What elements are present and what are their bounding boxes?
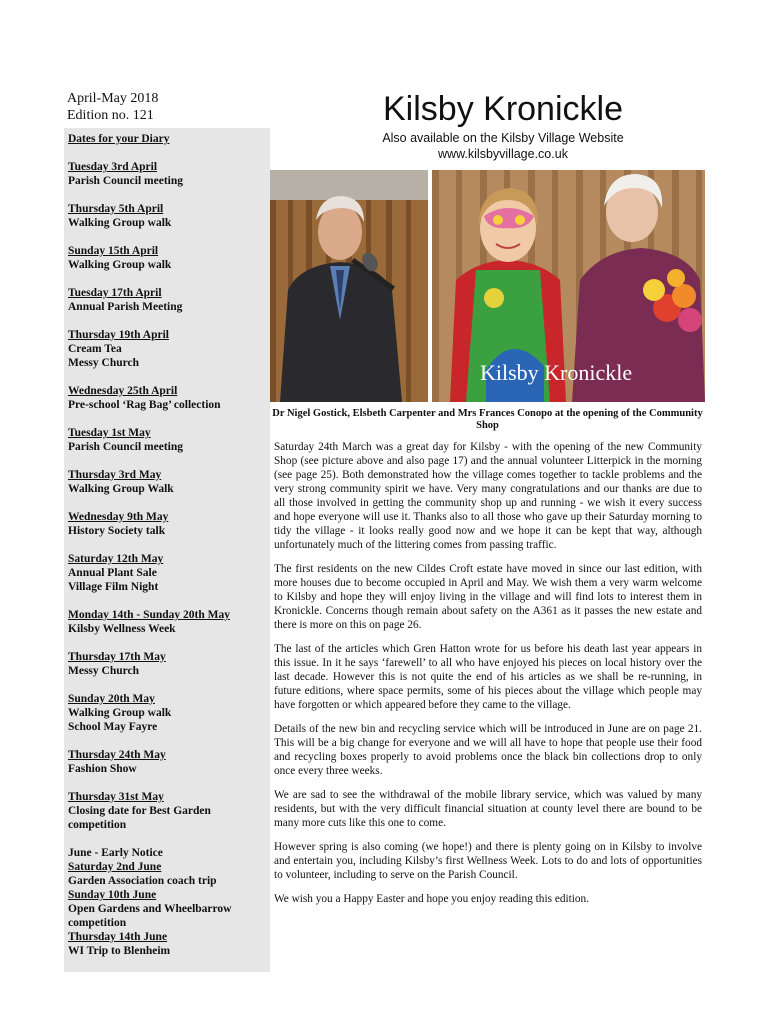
diary-date: Sunday 10th June (68, 889, 157, 901)
diary-event: Messy Church (68, 357, 140, 369)
diary-event: Kilsby Wellness Week (68, 623, 176, 635)
diary-date: Thursday 3rd May (68, 469, 162, 481)
diary-date: Monday 14th - Sunday 20th May (68, 609, 230, 621)
diary-date: Tuesday 3rd April (68, 161, 158, 173)
diary-date: Tuesday 1st May (68, 427, 151, 439)
editorial-article (274, 440, 702, 916)
diary-entry (68, 384, 266, 412)
article-paragraph: Saturday 24th March was a great day for Kilsby - with the opening of the new Community Shop (see picture above and also page 17) and the annual volunteer Litterpick in the morning (see page 25). Both demonstrated how the village comes together to tackle problems and the very strong community spirit we have. Very many congratulations and our thanks are due to all those involved in getting the community shop up and running - we wish it every success and hope everyone will use it. Thanks also to all those who gave up their Saturday morning to tidy the village - it looks really good now and we hope it can be kept that way, although unfortunately much of the littering comes from passing traffic. (274, 441, 702, 551)
diary-sidebar (64, 128, 270, 972)
diary-event: Walking Group Walk (68, 483, 174, 495)
newsletter-title: Kilsby Kronickle (383, 90, 623, 128)
availability-note: Also available on the Kilsby Village Website (382, 131, 624, 145)
diary-entry (68, 650, 266, 678)
edition-number: Edition no. 121 (67, 108, 154, 123)
diary-event: Walking Group walk (68, 707, 172, 719)
diary-event: Closing date for Best Garden competition (68, 805, 211, 831)
article-paragraph: However spring is also coming (we hope!) and there is plenty going on in Kilsby to involve and entertain you, including Kilsby’s first Wellness Week. Lots to do and lots of opportunities to volunteer, including to serve on the Parish Council. (274, 841, 702, 881)
diary-date: Thursday 14th June (68, 931, 168, 943)
photo-caption: Dr Nigel Gostick, Elsbeth Carpenter and Mrs Frances Conopo at the opening of the Community Shop (272, 408, 703, 431)
diary-entry (68, 286, 266, 314)
diary-title: Dates for your Diary (68, 133, 170, 145)
diary-event: Messy Church (68, 665, 140, 677)
diary-event: Open Gardens and Wheelbarrow competition (68, 903, 232, 929)
diary-entry (68, 202, 266, 230)
diary-event: Garden Association coach trip (68, 875, 217, 887)
diary-event: Cream Tea (68, 343, 122, 355)
diary-event: Village Film Night (68, 581, 159, 593)
article-paragraph: The first residents on the new Cildes Croft estate have moved in since our last edition, with more houses due to become occupied in April and May. We wish them a very warm welcome to Kilsby and hope they will enjoy living in the village and will find lots to interest them in Kronickle. Concerns though remain about safety on the A361 as it passes the new estate and there is more on this on page 26. (274, 563, 702, 631)
diary-date: Saturday 2nd June (68, 861, 162, 873)
photo-overlay-title: Kilsby Kronickle (480, 360, 633, 385)
edition-info (67, 90, 158, 124)
diary-event: History Society talk (68, 525, 166, 537)
diary-date: Thursday 17th May (68, 651, 166, 663)
article-paragraph: We wish you a Happy Easter and hope you enjoy reading this edition. (274, 893, 590, 905)
diary-entry (68, 692, 266, 734)
man-speaking-illustration (270, 170, 428, 402)
diary-date: Thursday 24th May (68, 749, 166, 761)
diary-event: Pre-school ‘Rag Bag’ collection (68, 399, 221, 411)
diary-event: Parish Council meeting (68, 441, 183, 453)
diary-entry (68, 608, 266, 636)
article-paragraph: The last of the articles which Gren Hatton wrote for us before his death last year appears in this issue. In it he says ‘farewell’ to all who have enjoyed his pieces on local history over the last decade. However this is not quite the end of his articles as we shall be re-running, in future editions, where space permits, some of his pieces about the village which people may have forgotten or which appeared before they came to the village. (274, 643, 702, 711)
diary-date: Sunday 20th May (68, 693, 155, 705)
diary-entry (68, 468, 266, 496)
edition-date: April-May 2018 (67, 91, 159, 106)
article-paragraph: Details of the new bin and recycling service which will be introduced in June are on page 21. This will be a big change for everyone and we will all have to hope that people use their food and recycling boxes properly to avoid problems once the black bin collections drop to only once every three weeks. (274, 723, 702, 777)
diary-date: Wednesday 25th April (68, 385, 178, 397)
diary-date: Thursday 5th April (68, 203, 164, 215)
diary-entry (68, 748, 266, 776)
diary-event: Walking Group walk (68, 259, 172, 271)
diary-date: Thursday 31st May (68, 791, 164, 803)
website-link[interactable]: www.kilsbyvillage.co.uk (438, 147, 568, 161)
masthead (268, 88, 738, 162)
diary-entry (68, 426, 266, 454)
diary-event: Annual Plant Sale (68, 567, 157, 579)
diary-event: School May Fayre (68, 721, 158, 733)
diary-notice: June - Early Notice (68, 847, 163, 859)
diary-entry (68, 328, 266, 370)
diary-event: Walking Group walk (68, 217, 172, 229)
diary-event: WI Trip to Blenheim (68, 945, 171, 957)
diary-event: Fashion Show (68, 763, 137, 775)
article-paragraph: We are sad to see the withdrawal of the mobile library service, which was valued by many residents, but with the very difficult financial situation at county level there are bound to be many more cuts like this one to come. (274, 789, 702, 829)
diary-entry (68, 846, 266, 958)
diary-entry (68, 790, 266, 832)
cover-photos (270, 170, 705, 402)
diary-entry (68, 510, 266, 538)
diary-event: Annual Parish Meeting (68, 301, 183, 313)
photo-man-speaking (270, 170, 428, 402)
diary-date: Wednesday 9th May (68, 511, 169, 523)
diary-entry (68, 552, 266, 594)
diary-event: Parish Council meeting (68, 175, 183, 187)
diary-entry (68, 244, 266, 272)
diary-date: Tuesday 17th April (68, 287, 162, 299)
diary-date: Saturday 12th May (68, 553, 164, 565)
diary-date: Thursday 19th April (68, 329, 169, 341)
diary-entry (68, 160, 266, 188)
diary-date: Sunday 15th April (68, 245, 159, 257)
